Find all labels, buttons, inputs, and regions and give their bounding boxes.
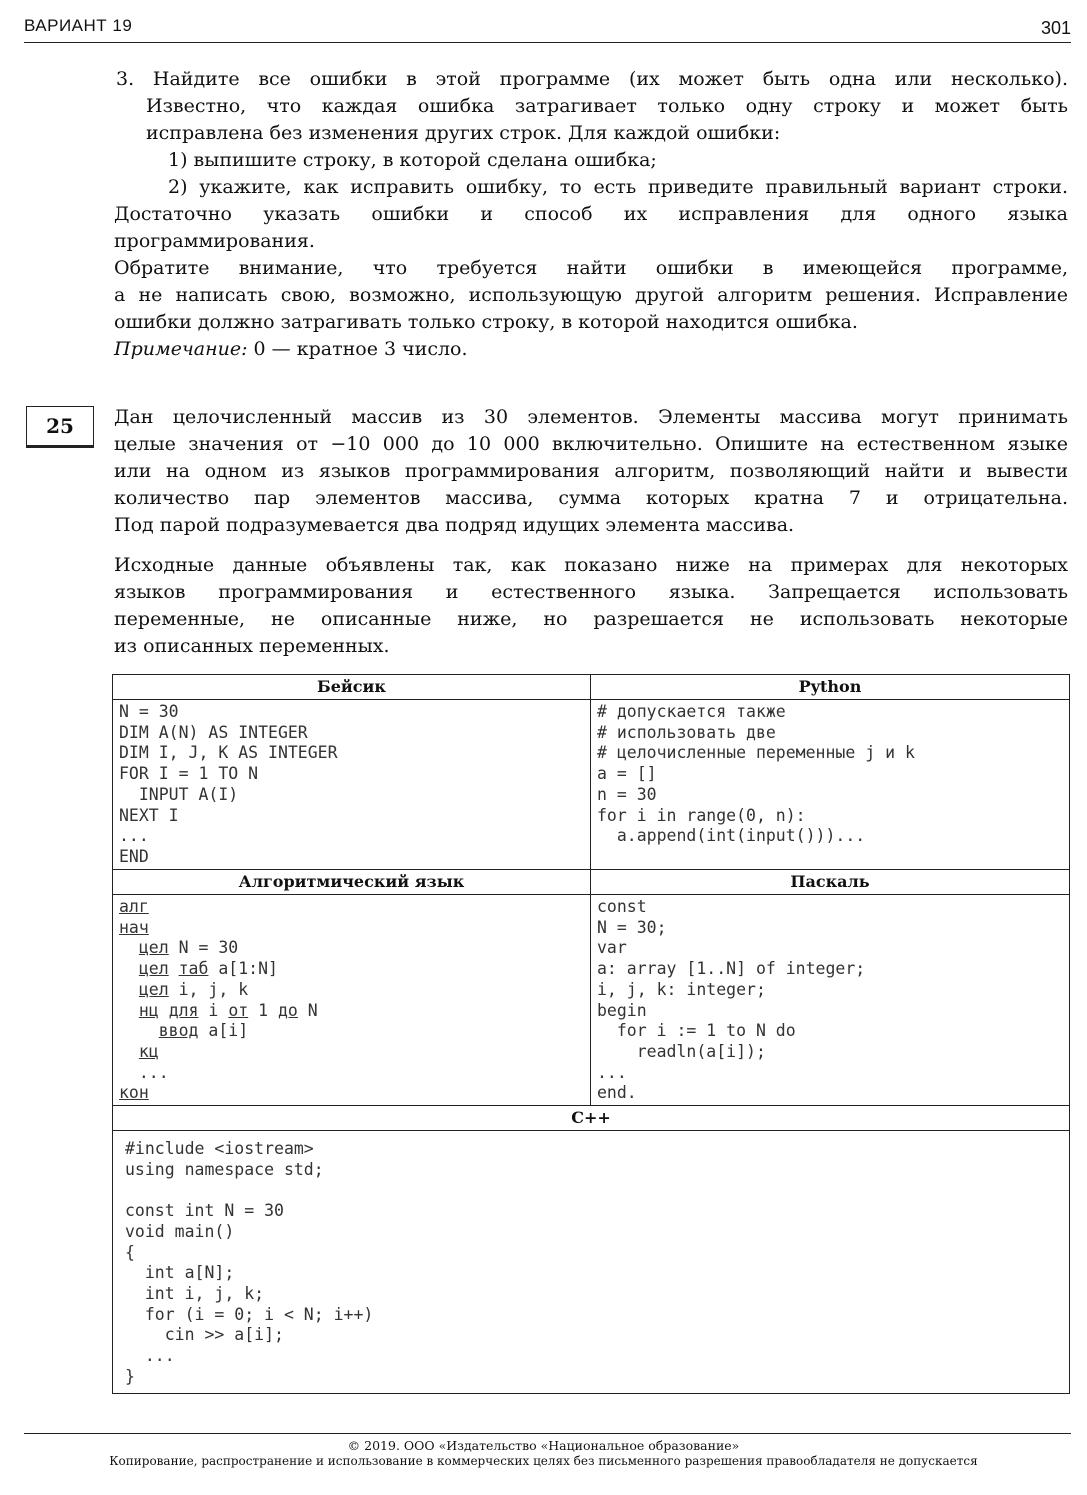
algo-text: N [297,1000,318,1020]
python-code: # допускается также # использовать две # целочисленные переменные j и k a = [] n = 30 for i in range(0, n): a.append(int(input()))... [597,702,915,846]
code-examples-table [112,674,1070,1394]
note-label: Примечание: [114,338,248,360]
algo-keyword: алг [119,897,149,916]
task3-line: 2) укажите, как исправить ошибку, то есть приведите правильный вариант строки. [168,176,1068,198]
algo-text: a[i] [198,1021,249,1041]
task25-line: целые значения от −10 000 до 10 000 включительно. Опишите на естественном языке [114,433,1068,455]
python-header: Python [591,675,1070,700]
algo-header: Алгоритмический язык [113,870,591,895]
variant-label: ВАРИАНТ 19 [24,16,133,35]
page-header [24,6,1071,43]
task-number-box: 25 [26,406,94,448]
task3-line: Известно, что каждая ошибка затрагивает только одну строку и может быть [146,95,1068,117]
algo-text: 1 [248,1000,278,1020]
basic-cell [113,700,591,870]
note-text: 0 — кратное 3 число. [247,338,468,360]
pascal-header: Паскаль [591,870,1070,895]
task25-line: Под парой подразумевается два подряд идущих элемента массива. [114,514,795,536]
python-cell [591,700,1070,870]
algo-keyword: для [168,1000,199,1020]
task3-line: Достаточно указать ошибки и способ их исправления для одного языка [114,203,1068,225]
task25-line: языков программирования и естественного языка. Запрещается использовать [114,581,1068,603]
task25-line: Дан целочисленный массив из 30 элементов. Элементы массива могут принимать [114,406,1068,428]
task3-line: Обратите внимание, что требуется найти ошибки в имеющейся программе, [114,257,1068,279]
algo-keyword: кон [119,1083,149,1103]
algo-keyword: цел [138,959,169,979]
algo-text: N = 30 [168,938,239,958]
pascal-cell [591,895,1070,1106]
task3-line: исправлена без изменения других строк. Для каждой ошибки: [146,122,781,144]
algo-keyword: цел [138,979,169,999]
cpp-cell [113,1131,1070,1394]
cpp-code: #include <iostream> using namespace std; const int N = 30 void main() { int a[N]; int i, j, k; for (i = 0; i < N; i++) cin >> a[i]; ... } [125,1139,374,1386]
task25-line: Исходные данные объявлены так, как показано ниже на примерах для некоторых [114,554,1068,576]
task3-line: программирования. [114,230,315,252]
algo-keyword: цел [138,938,169,958]
footer-notice: Копирование, распространение и использование в коммерческих целях без письменного разрешения правообладателя не допускается [109,1454,978,1468]
algo-keyword: кц [138,1041,159,1061]
task25-line: или на одном из языков программирования алгоритм, позволяющий найти и вывести [114,460,1068,482]
task3-line: а не написать свою, возможно, использующую другой алгоритм решения. Исправление [114,284,1068,306]
task25-line: из описанных переменных. [114,635,390,657]
pascal-code: const N = 30; var a: array [1..N] of integer; i, j, k: integer; begin for i := 1 to N do readln(a[i]); ... end. [597,897,866,1103]
algo-code [113,895,590,1104]
algo-text: ... [138,1062,169,1082]
algo-text: i [198,1000,229,1020]
basic-code: N = 30 DIM A(N) AS INTEGER DIM I, J, K AS INTEGER FOR I = 1 TO N INPUT A(I) NEXT I ... END [119,702,338,866]
algo-keyword: ввод [158,1021,199,1041]
task3-line: 1) выпишите строку, в которой сделана ошибка; [168,149,657,171]
task3-line: 3. Найдите все ошибки в этой программе (их может быть одна или несколько). [116,68,1068,90]
algo-keyword: нач [119,917,149,937]
basic-header: Бейсик [113,675,591,700]
algo-keyword: таб [178,959,209,979]
cpp-header: C++ [113,1106,1070,1131]
task25-paragraph-2 [114,552,1068,660]
footer-divider [24,1433,1071,1434]
page-number: 301 [1040,18,1071,38]
task25-line: переменные, не описанные ниже, но разрешается не использовать некоторые [114,608,1068,630]
task3-line: ошибки должно затрагивать только строку, в которой находится ошибка. [114,311,858,333]
task25-paragraph-1 [114,404,1068,539]
task3-text [116,66,1068,363]
task3-note [114,336,1068,363]
algo-keyword: до [278,1000,298,1020]
algo-text: a[1:N] [208,959,278,979]
task25-line: количество пар элементов массива, сумма которых кратна 7 и отрицательна. [114,487,1068,509]
algo-cell [113,895,591,1106]
algo-keyword: нц [138,1000,159,1020]
footer-copyright: © 2019. ООО «Издательство «Национальное образование» [347,1438,740,1453]
algo-text: i, j, k [168,979,249,999]
algo-keyword: от [228,1000,249,1020]
